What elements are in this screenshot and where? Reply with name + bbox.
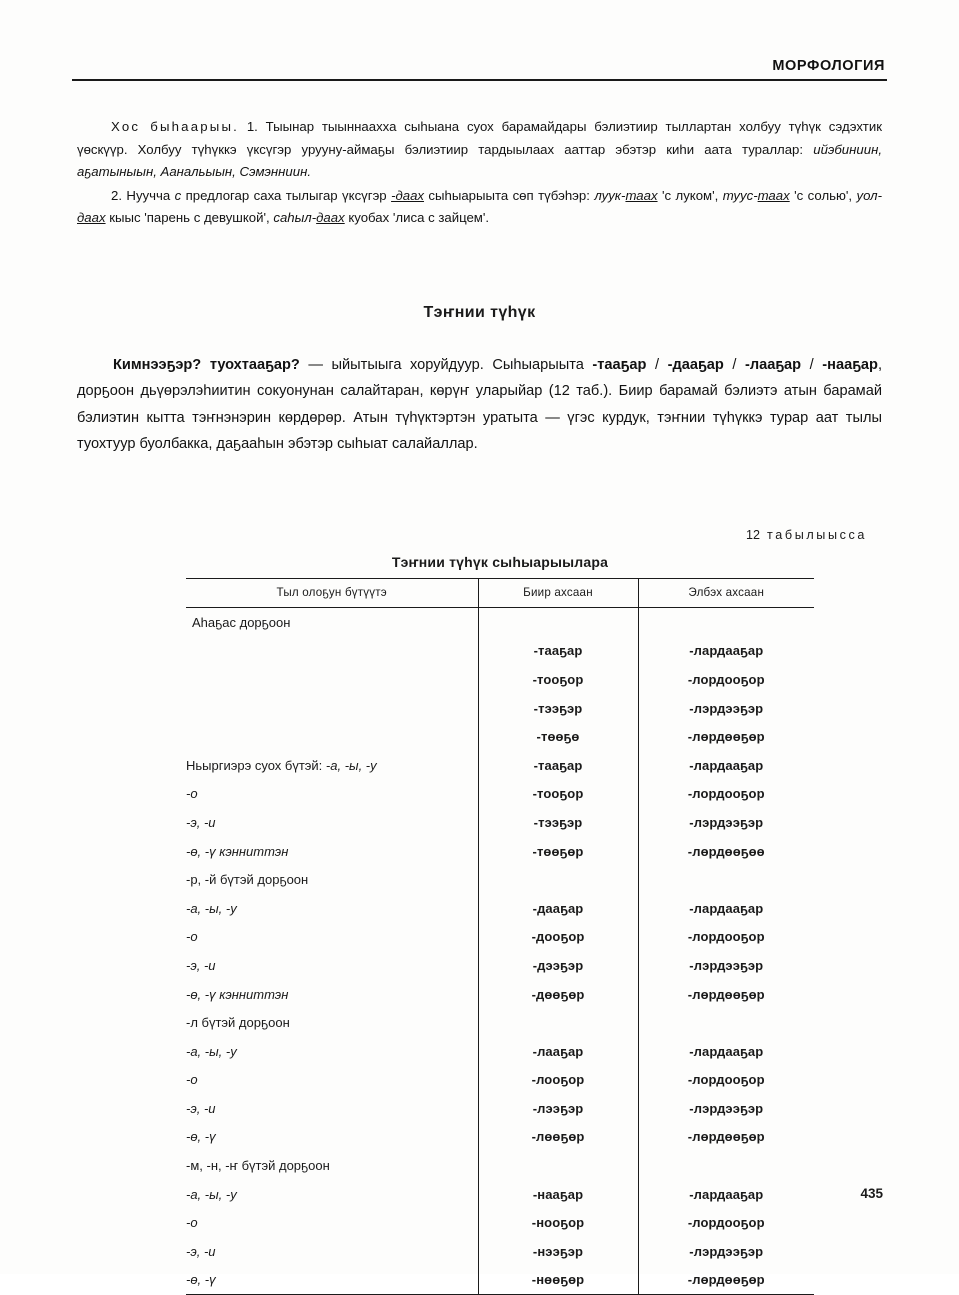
example-semenniin: Сэмэнниин. [239, 164, 311, 179]
note-1-number: 1. [246, 119, 258, 134]
table-row [186, 665, 814, 694]
plural-form: -лордооҕор [638, 780, 814, 809]
question-word-2: туохтааҕар? [209, 357, 300, 373]
slash-3: / [801, 357, 823, 373]
row-label [186, 1037, 478, 1066]
suffix-table [186, 578, 814, 1295]
gloss-2: 'с солью', [794, 187, 853, 203]
plural-form: -лардааҕар [638, 637, 814, 666]
row-label [186, 923, 478, 952]
plural-form: -лэрдээҕэр [638, 951, 814, 980]
row-label-vowels: -ө, -ү [186, 1272, 216, 1288]
row-label-vowels: -а, -ы, -у [325, 757, 377, 773]
singular-form: -тээҕэр [478, 694, 638, 723]
table-row [186, 923, 814, 952]
table-row [186, 1151, 814, 1180]
singular-form: -лооҕор [478, 1066, 638, 1095]
example-sahyl-suffix: даах [316, 210, 345, 225]
row-label [186, 637, 478, 666]
table-header-row [186, 579, 814, 608]
plural-form: -лордооҕор [638, 1066, 814, 1095]
group-heading: -л бүтэй дорҕоон [186, 1015, 290, 1031]
group-heading: Аһаҕас дорҕоон [192, 614, 291, 630]
column-header-singular: Биир ахсаан [478, 579, 638, 608]
table-row [186, 780, 814, 809]
example-tuus-suffix: таах [757, 187, 790, 203]
table-row [186, 837, 814, 866]
example-agatyniyn: аҕатыныын, [77, 164, 157, 179]
notes-block [77, 116, 882, 230]
singular-form [478, 608, 638, 637]
plural-form: -лардааҕар [638, 894, 814, 923]
plural-form [638, 1008, 814, 1037]
note-2-seg-3: предлогар саха тылыгар үксүгэр [181, 187, 392, 203]
singular-form [478, 865, 638, 894]
row-label-vowels: -э, -и [186, 1100, 216, 1116]
suffix-daax: -даах [391, 187, 425, 203]
row-label [186, 722, 478, 751]
row-label [186, 1208, 478, 1237]
singular-form: -лааҕар [478, 1037, 638, 1066]
row-label [186, 1094, 478, 1123]
group-heading: -р, -й бүтэй дорҕоон [186, 872, 309, 888]
row-label-vowels: -э, -и [186, 1243, 216, 1259]
singular-form: -тооҕор [478, 780, 638, 809]
example-iyebiniin: ийэбиниин, [813, 141, 882, 157]
table-number-caption [77, 528, 867, 542]
table-title: Тэҥнии түһүк сыһыарыылара [391, 554, 609, 570]
singular-form: -лөөҕөр [478, 1123, 638, 1152]
singular-form: -дөөҕөр [478, 980, 638, 1009]
plural-form: -лэрдээҕэр [638, 808, 814, 837]
table-row [186, 1237, 814, 1266]
row-label-vowels: -ө, -ү кэнниттэн [186, 986, 289, 1002]
slash-2: / [723, 357, 745, 373]
example-aanalyyn: Аанальыын, [160, 164, 236, 179]
table-row [186, 637, 814, 666]
plural-form: -лэрдээҕэр [638, 1237, 814, 1266]
row-label: Ньыргиэрэ суох бүтэй: -а, -ы, -у [186, 757, 377, 773]
plural-form: -лардааҕар [638, 1037, 814, 1066]
russian-preposition-s: с [174, 187, 182, 203]
plural-form [638, 608, 814, 637]
row-label [186, 808, 478, 837]
row-label-vowels: -о [186, 786, 198, 802]
row-label-vowels: -а, -ы, -у [186, 1186, 237, 1202]
row-label-vowels: -о [186, 929, 198, 945]
row-label [186, 780, 478, 809]
row-label [186, 694, 478, 723]
singular-form: -нээҕэр [478, 1237, 638, 1266]
section-title: Тэҥнии түһүк [423, 304, 536, 321]
plural-form: -лөрдөөҕөр [638, 1123, 814, 1152]
row-label [186, 1180, 478, 1209]
example-luuk-suffix: таах [625, 187, 658, 203]
gloss-3: кыыс 'парень с девушкой', [105, 210, 270, 225]
singular-form [478, 1151, 638, 1180]
table-row [186, 865, 814, 894]
row-label [186, 665, 478, 694]
table-row [186, 1066, 814, 1095]
row-label [186, 1066, 478, 1095]
row-label [186, 1266, 478, 1295]
table-number: 12 [746, 528, 761, 542]
page-number: 435 [860, 1186, 883, 1201]
row-label-vowels: -а, -ы, -у [186, 1043, 237, 1059]
suffix-laagar: -лааҕар [744, 357, 802, 373]
running-head-area [72, 58, 887, 81]
row-label [186, 894, 478, 923]
plural-form [638, 865, 814, 894]
table-row [186, 694, 814, 723]
plural-form [638, 1151, 814, 1180]
column-header-stem-ending: Тыл олоҕун бүтүүтэ [186, 579, 478, 608]
table-row [186, 751, 814, 780]
note-2-seg-1: Нуучча [122, 187, 175, 203]
singular-form: -төөҕө [478, 722, 638, 751]
gloss-1: 'с луком', [661, 187, 719, 203]
header-rule [72, 79, 887, 81]
singular-form: -тээҕэр [478, 808, 638, 837]
plural-form: -лардааҕар [638, 1180, 814, 1209]
row-label-vowels: -о [186, 1215, 198, 1231]
singular-form: -нооҕор [478, 1208, 638, 1237]
table-row [186, 1208, 814, 1237]
column-header-plural: Элбэх ахсаан [638, 579, 814, 608]
group-heading: -м, -н, -ҥ бүтэй дорҕоон [186, 1158, 330, 1174]
table-row [186, 1094, 814, 1123]
singular-form: -лээҕэр [478, 1094, 638, 1123]
row-label-vowels: -ө, -ү кэнниттэн [186, 843, 289, 859]
singular-form: -дээҕэр [478, 951, 638, 980]
table-body [186, 608, 814, 1295]
table-row [186, 722, 814, 751]
row-label-vowels: -ө, -ү [186, 1129, 216, 1145]
plural-form: -лордооҕор [638, 665, 814, 694]
plural-form: -лэрдээҕэр [638, 694, 814, 723]
lead-paragraph [77, 352, 882, 458]
table-row [186, 1008, 814, 1037]
plural-form: -лөрдөөҕөө [638, 837, 814, 866]
running-head: МОРФОЛОГИЯ [772, 58, 885, 74]
example-sahyl-stem: саһыл- [273, 210, 317, 225]
plural-form: -лөрдөөҕөр [638, 722, 814, 751]
singular-form: -нөөҕөр [478, 1266, 638, 1295]
singular-form: -нааҕар [478, 1180, 638, 1209]
table-row [186, 608, 814, 637]
table-head [186, 579, 814, 608]
row-label [186, 1237, 478, 1266]
singular-form [478, 1008, 638, 1037]
note-label: Хос быһаарыы. [111, 119, 239, 134]
slash-1: / [646, 357, 668, 373]
singular-form: -тооҕор [478, 665, 638, 694]
table-row [186, 1266, 814, 1295]
example-uol-suffix: даах [77, 210, 106, 225]
suffix-taagar: -тааҕар [592, 357, 647, 373]
row-label [186, 837, 478, 866]
lead-text-1: — ыйытыыга хоруйдуур. Сыһыарыыта [299, 357, 593, 373]
row-label [186, 1123, 478, 1152]
gloss-4: куобах 'лиса с зайцем'. [344, 210, 490, 225]
singular-form: -төөҕөр [478, 837, 638, 866]
row-label-vowels: -э, -и [186, 957, 216, 973]
table-grid [186, 578, 814, 1295]
row-label-vowels: -э, -и [186, 814, 216, 830]
table-row [186, 1123, 814, 1152]
note-paragraph-1 [77, 116, 882, 184]
table-row [186, 808, 814, 837]
plural-form: -лардааҕар [638, 751, 814, 780]
row-label-vowels: -а, -ы, -у [186, 900, 237, 916]
example-uol-stem: уол- [856, 187, 882, 203]
example-tuus-stem: туус- [722, 187, 758, 203]
plural-form: -лордооҕор [638, 923, 814, 952]
lead-text-2: , дорҕоон дьүөрэлэһиитин сокуонунан салайтаран, көрүҥ уларыйар (12 таб.). Биир барамай бэлиэтэ атын барамай бэлиэтин кытта тэҥнэнэрин көрдөрөр. Атын түһүктэртэн уратыта — үгэс курдук, тэҥнии түһүккэ турар аат тылы туохтуур буолбакка, даҕааһын эбэтэр сыһыат салайаллар. [77, 357, 883, 453]
table-row [186, 1180, 814, 1209]
singular-form: -тааҕар [478, 751, 638, 780]
row-label [186, 951, 478, 980]
note-1-text: Тыынар тыыннаахха сыһыана суох барамайдары бэлиэтиир тыллартан холбуу түһүк сэдэхтик үөскүүр. Холбуу түһүккэ үксүгэр урууну-аймаҕы бэлиэтиир тардыылаах ааттар эбэтэр киһи аата тураллар: [77, 119, 882, 157]
plural-form: -лөрдөөҕөр [638, 1266, 814, 1295]
table-row [186, 951, 814, 980]
note-paragraph-2 [77, 185, 882, 230]
plural-form: -лэрдээҕэр [638, 1094, 814, 1123]
singular-form: -тааҕар [478, 637, 638, 666]
lead-block [77, 352, 882, 458]
table-row [186, 894, 814, 923]
plural-form: -лордооҕор [638, 1208, 814, 1237]
table-row [186, 980, 814, 1009]
row-label [186, 980, 478, 1009]
singular-form: -дааҕар [478, 894, 638, 923]
example-luuk-stem: луук- [594, 187, 626, 203]
question-word-1: Кимнээҕэр? [113, 357, 202, 373]
plural-form: -лөрдөөҕөр [638, 980, 814, 1009]
table-number-word: табылыысса [767, 528, 867, 542]
row-label-vowels: -о [186, 1072, 198, 1088]
note-2-seg-4: сыһыарыыта сөп түбэһэр: [424, 187, 595, 203]
note-2-number: 2. [111, 187, 122, 203]
suffix-naagar: -нааҕар [822, 357, 878, 373]
table-row [186, 1037, 814, 1066]
singular-form: -дооҕор [478, 923, 638, 952]
suffix-daagar: -дааҕар [667, 357, 724, 373]
